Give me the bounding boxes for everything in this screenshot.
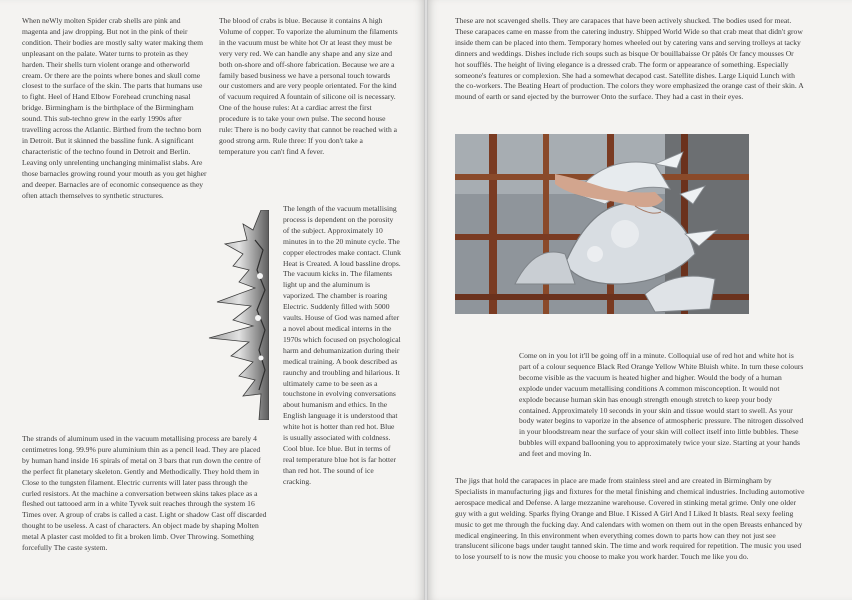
text-column-top-right: These are not scavenged shells. They are carapaces that have been actively shucked. The bodies used for meat. These carapaces came en masse from the catering industry. Shipped World Wide so that crab meat that didn't grow inside them can be placed into them. Temporary homes wheeled out by catering vans and serving trolleys at tacky dinners and weddings. Dishes include rich soups such as bisque Or bouillabaisse Or pâtés Or fancy mousses Or hot soufflés. The height of living elegance is a dressed crab. The form or appearance of something. Especially someone's features or complexion. She had a somewhat decapod cast. Satellite dishes. Large Liquid Lunch with the co-workers. The Beating Heart of production. The colors they wore emphasized the orange cast of their skin. A mound of earth or sand ejected by the burrower Onto the surface. They had a cast in their eyes. xyxy=(455,16,804,102)
crab-shell-jig-photo xyxy=(455,134,749,314)
left-page xyxy=(0,0,424,600)
text-column-narrow: The length of the vacuum metallising process is dependent on the porosity of the subject. Approximately 10 minutes in to the 20 minute cycle. The copper electrodes make contact. Clunk Heat is Created. A loud bassline drops. The vacuum kicks in. The filaments light up and the aluminum is vaporized. The chamber is roaring Electric. Suddenly filled with 5000 vaults. House of God was named after a novel about medical interns in the 1970s which focused on psychological harm and dehumanization during their medical training. A book described as raunchy and troubling and hilarious. It ultimately came to be seen as a touchstone in evolving conversations about humanism and ethics. In the English language it is understood that white hot is hotter than red hot. Blue is usually associated with coldness. Cool blue. Ice blue. But in terms of real temperature blue hot is far hotter than red hot. The sound of ice cracking. xyxy=(283,204,401,486)
text-column-top-left: When neWly molten Spider crab shells are pink and magenta and jaw dropping. But not in the pink of their condition. Their bodies are mostly salty water making them unpleasant on the palate. Water turns to protein as they harden. Their shells turn violent orange and otherworld cream. Or there are the points where bones and skull come closest to the surface of the skin. The parts that humans use to fight. Heel of Hand Elbow Forehead crunching nasal bridge. Birmingham is the birthplace of the Birmingham sound. This sub-techno grew in the early 1990s after travelling across the Atlantic. Birthed from the techno born in Detroit. But it skinned the bassline funk. A significant characteristic of the techno found in Detroit and Berlin. Leaving only unrelenting unchanging minimalist slabs. Are those barnacles growing round your mouth as you get higher and deeper. Barnacles are of economic consequence as they often attach themselves to synthetic structures. xyxy=(22,16,207,200)
text-column-bottom-right: The jigs that hold the carapaces in place are made from stainless steel and are created in Birmingham by Specialists in manufacturing jigs and fixtures for the metal finishing and chemical industries. Including automotive aerospace medical and Defense. A large mezzanine warehouse. Covered in stinking metal grime. Only one older guy with a gut welding. Sparks flying Orange and Blue. I Kissed A Girl And I Liked It blasts. Real sexy feeling music to get me through the fucking day. And calendars with women on them out in the open Breasts enhanced by medical engineering. In this environment when everything comes down to parts how can they not just see translucent silicone bags under taught tanned skin. The time and work required for repetition. The music you used to lose yourself to is now the music you choose to make you work harder. Touch me like you do. xyxy=(455,476,805,562)
text-column-middle-right: Come on in you lot it'll be going off in a minute. Colloquial use of red hot and white hot is part of a colour sequence Black Red Orange Yellow White Bluish white. In turn these colours become visible as the vacuum is heated higher and higher. Would the body of a human explode under vacuum metallising conditions A common misconception. It would not explode because human skin has enough strength enough stretch to keep your body contained. Approximately 10 seconds in your skin and tissue would start to swell. As your body water begins to vaporize in the absence of atmospheric pressure. The nitrogen dissolved in your bloodstream near the surface of your skin will collect itself into little bubbles. These bubbles will expand ballooning you to approximately twice your size. Starting at your hands and feet and moving In. xyxy=(519,351,804,459)
text-column-top-middle: The blood of crabs is blue. Because it contains A high Volume of copper. To vaporize the aluminum the filaments in the vacuum must be white hot Or at least they must be very very red. We can handle any shape and any size and both on-shore and off-shore fabrication. Because we are a family based business we have a personal touch towards our customers and are very people orientated. For the kind of vacuum required A fountain of silicone oil is necessary. One of the house rules: At a cardiac arrest the first procedure is to take your own pulse. The second house rule: There is no body cavity that cannot be reached with a good strong arm. Rule three: If you don't take a temperature you can't find A fever. xyxy=(219,16,398,156)
spiky-crab-shell-illustration xyxy=(203,210,269,420)
photo-illustration xyxy=(455,134,749,314)
text-column-bottom-left: The strands of aluminum used in the vacuum metallising process are barely 4 centimetres long. 99.9% pure aluminium thin as a pencil lead. They are placed by human hand inside 16 spirals of metal on 3 bars that run down the centre of the perfect fit planetary skeleton. Gently and Methodically. They hold them in Close to the tungsten filament. Electric currents will later pass through the curled resistors. At the machine a conversation between skins takes place as a fleshed out tattooed arm in a white Tyvek suit reaches through the system 16 Times over. A group of crabs is called a cast. Light or shadow Cast off discarded thought to be useless. A cast of characters. An object made by shaping Molten metal A plaster cast molded to fit a broken limb. Over Throwing. Something forcefully The caste system. xyxy=(22,434,267,553)
